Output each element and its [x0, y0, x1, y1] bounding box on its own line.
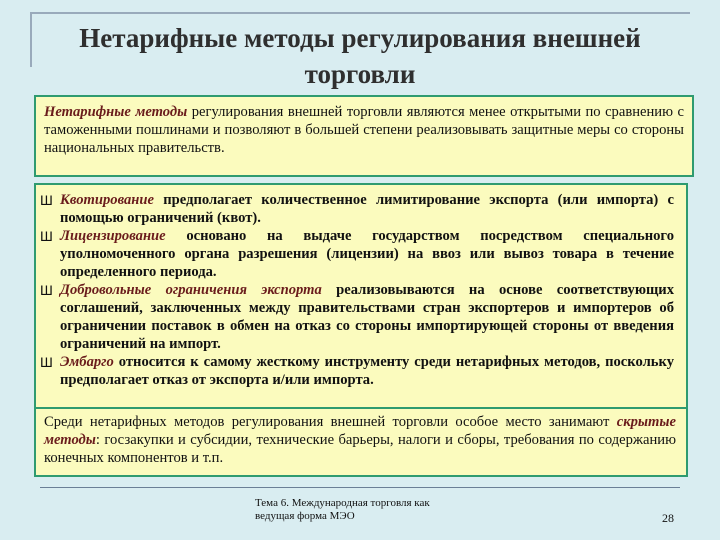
item-term: Эмбарго [60, 354, 114, 370]
item-term: Квотирование [60, 192, 154, 208]
footer-caption: Тема 6. Международная торговля как ведущая форма МЭО [255, 497, 430, 522]
list-item [40, 191, 674, 227]
intro-text: регулирования внешней торговли являются менее открытыми по сравнению с таможенными пошлинами и позволяют в большей степени реализовывать защитные меры со стороны национальных правительств. [44, 104, 684, 156]
hidden-term: скрытые методы [44, 414, 676, 448]
bullet-marker: Ш [40, 282, 53, 298]
hidden-text-before: Среди нетарифных методов регулирования внешней торговли особое место занимают [44, 414, 617, 430]
hidden-methods-box [34, 407, 688, 477]
list-item [40, 281, 674, 353]
list-item [40, 353, 674, 389]
intro-term: Нетарифные методы [44, 104, 188, 120]
item-term: Добровольные ограничения экспорта [60, 282, 322, 298]
frame-top-line [30, 12, 690, 14]
hidden-text-after: : госзакупки и субсидии, технические барьеры, налоги и сборы, требования по содержанию конечных компонентов и т.п. [44, 432, 676, 466]
page-number: 28 [662, 511, 674, 525]
bullet-marker: Ш [40, 228, 53, 244]
list-item [40, 227, 674, 281]
item-text: реализовываются на основе соответствующих соглашений, заключенных между правительствами стран экспортеров и импортеров об ограничении поставок в обмен на отказ со стороны импортирующей стороны от введения ограничений на импорт. [60, 282, 674, 352]
item-text: основано на выдаче государством посредством специального уполномоченного органа разрешения (лицензии) на ввоз или вывоз товара в течение определенного периода. [60, 228, 674, 280]
bullet-marker: Ш [40, 192, 53, 208]
footer-divider [40, 487, 680, 488]
methods-list-box [34, 183, 688, 409]
item-text: предполагает количественное лимитирование экспорта (или импорта) с помощью ограничений (квот). [60, 192, 674, 226]
frame-left-line [30, 12, 32, 67]
intro-box [34, 95, 694, 177]
item-text: относится к самому жесткому инструменту среди нетарифных методов, поскольку предполагает отказ от экспорта и/или импорта. [60, 354, 674, 388]
item-term: Лицензирование [60, 228, 166, 244]
bullet-marker: Ш [40, 354, 53, 370]
slide-title: Нетарифные методы регулирования внешней торговли [79, 23, 641, 89]
